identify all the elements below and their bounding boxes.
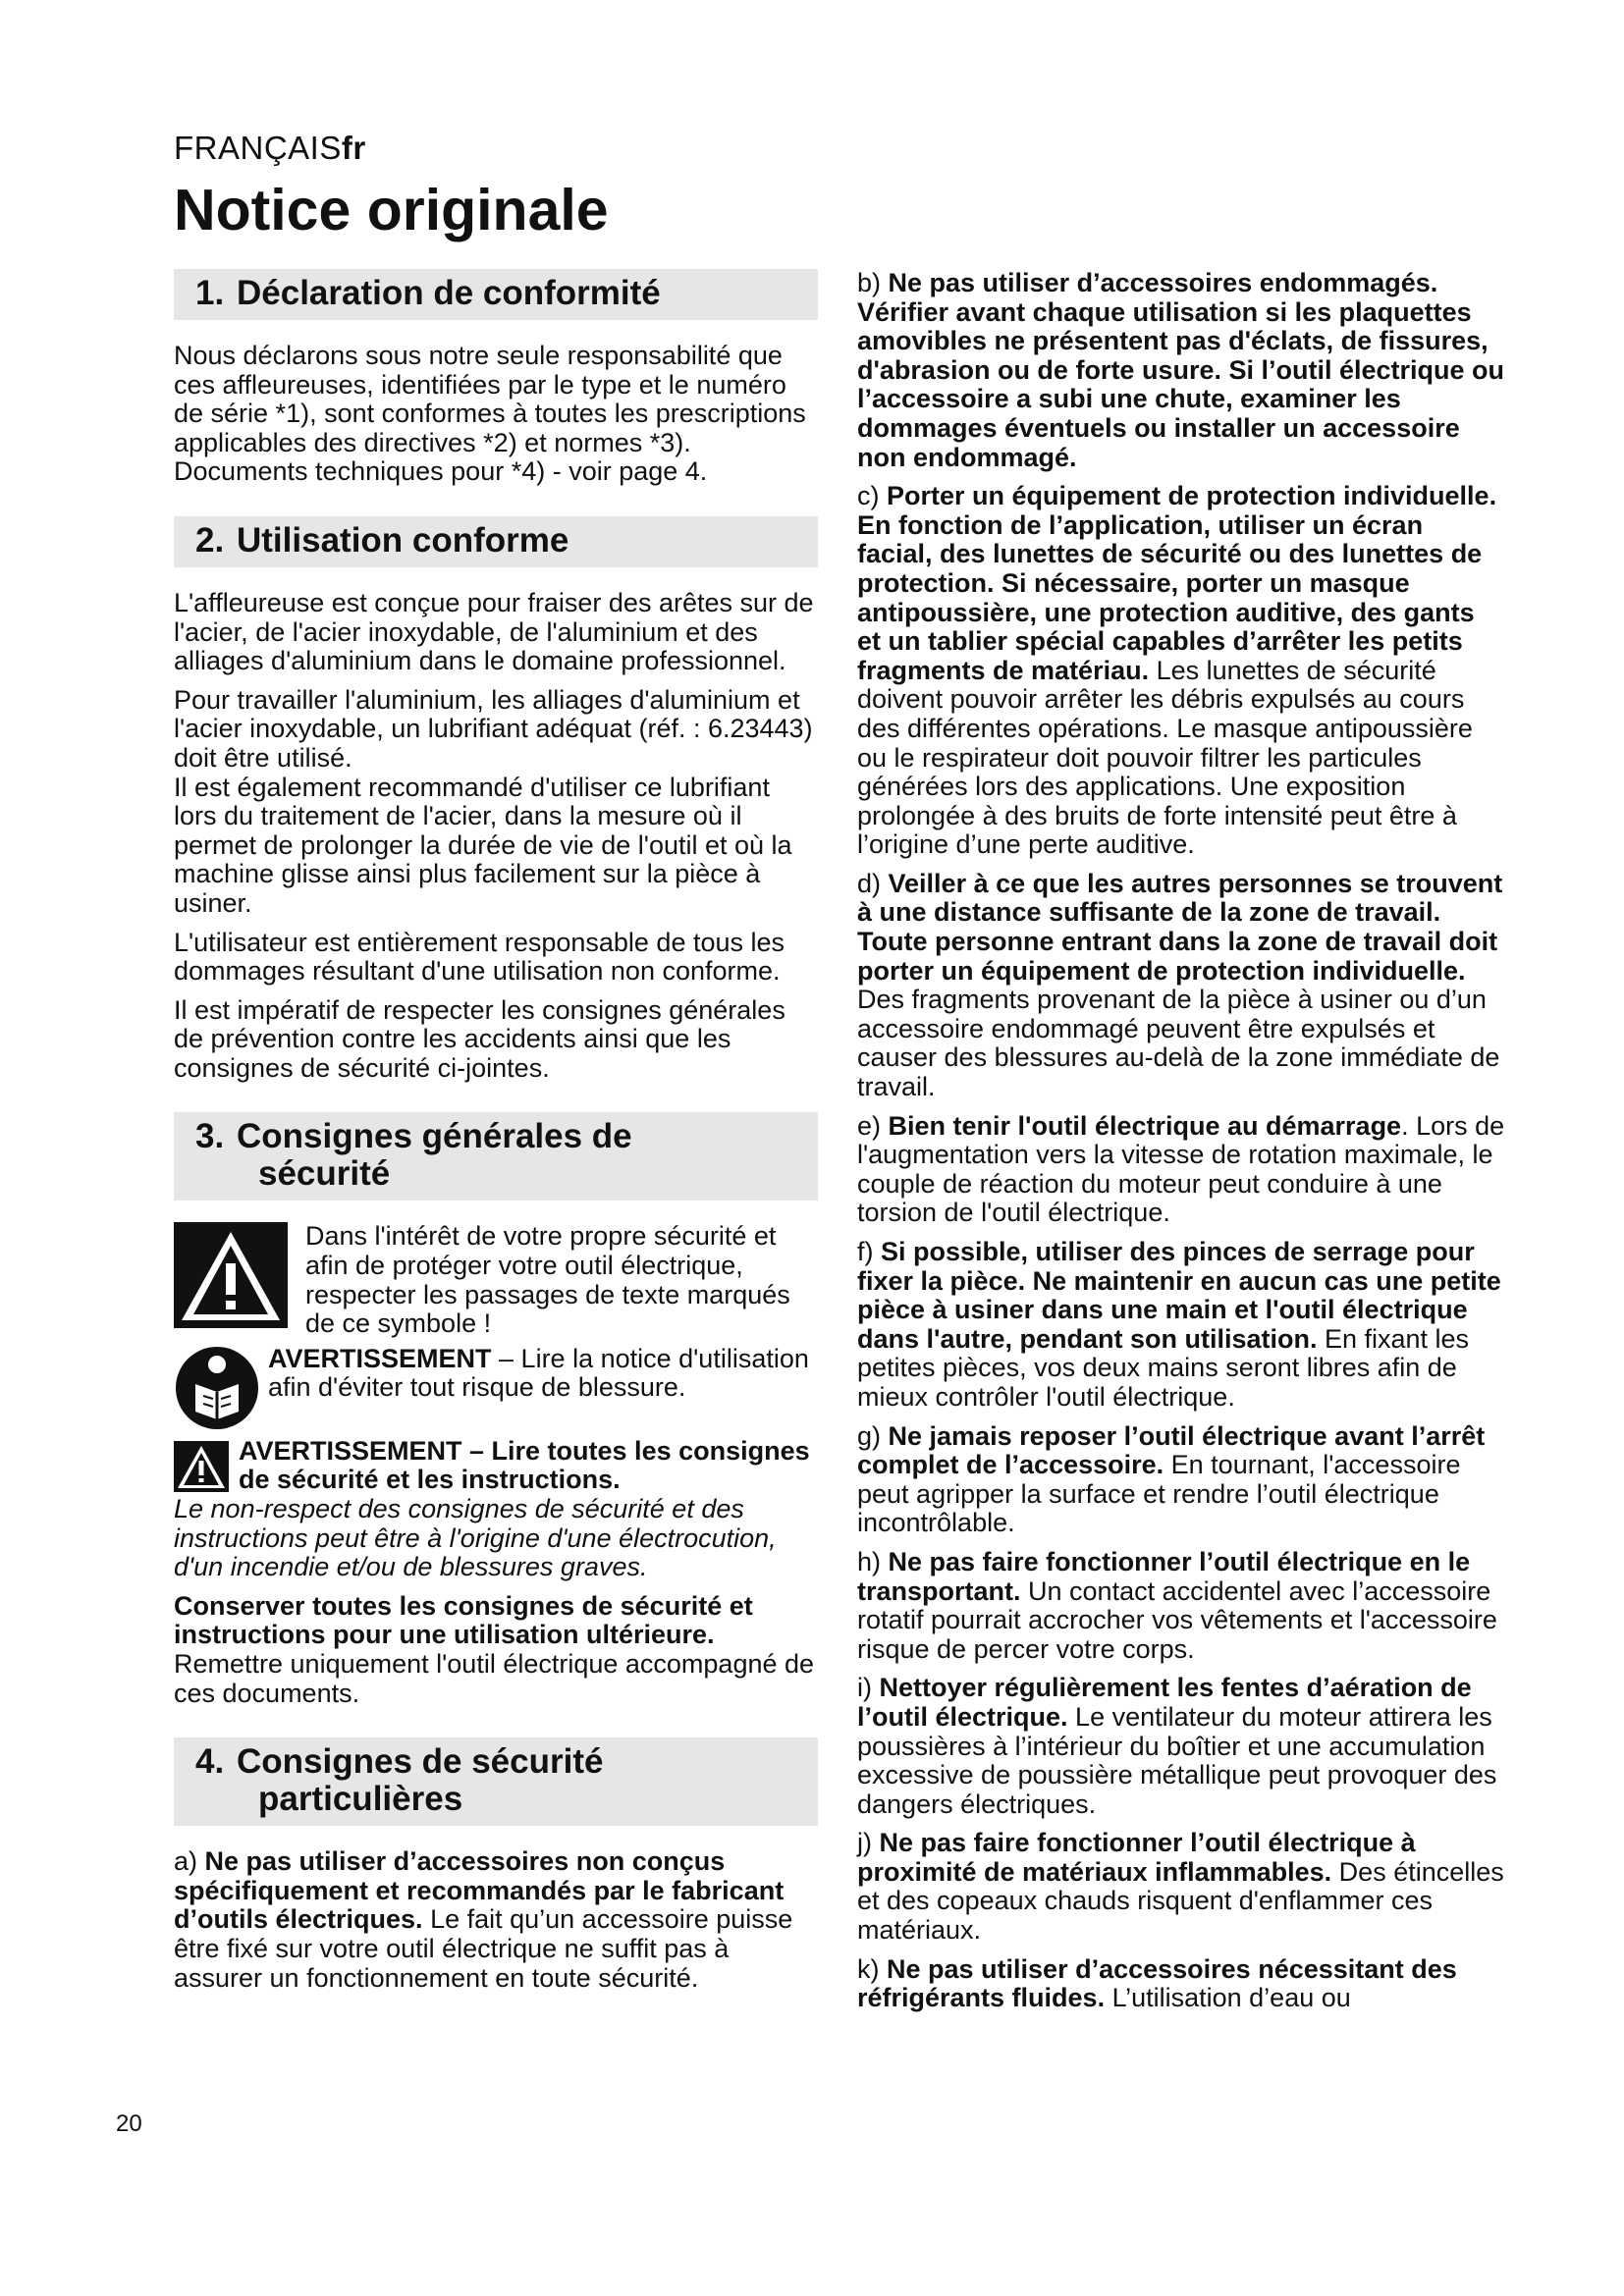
section-3-title-line-1: Consignes générales de xyxy=(237,1117,632,1156)
section-4-number: 4. xyxy=(195,1742,225,1782)
safety-item-d: d) Veiller à ce que les autres personnes se trouvent à une distance suffisante de la zone de travail. Toute personne entrant dans la zone de travail doit porter un équipement de protection individuelle. Des fragments provenant de la pièce à usiner ou d’un accessoire endommagé peuvent être expulsés et causer des blessures au-delà de la zone immédiate de travail. xyxy=(857,868,1503,1102)
section-4-title-line-1: Consignes de sécurité xyxy=(237,1742,604,1782)
section-2-number: 2. xyxy=(195,520,225,560)
safety-item-h: h) Ne pas faire fonctionner l’outil électrique en le transportant. Un contact accidentel avec l’accessoire rotatif pourrait accrocher vos vêtements et l'accessoire risque de percer votre corps. xyxy=(857,1546,1497,1664)
section-3-title-line-2: sécurité xyxy=(258,1154,391,1194)
safety-item-j: j) Ne pas faire fonctionner l’outil électrique à proximité de matériaux inflammables. Des étincelles et des copeaux chauds risquent d'enflammer ces matériaux. xyxy=(857,1828,1504,1946)
section-1-number: 1. xyxy=(195,274,225,312)
general-warning xyxy=(174,1437,818,1495)
section-2-paragraph-4: Il est impératif de respecter les consignes générales de prévention contre les accidents ainsi que les consignes de sécurité ci-jointes. xyxy=(174,994,785,1083)
safety-symbol-text: Dans l'intérêt de votre propre sécurité et afin de protéger votre outil électrique, respecter les passages de texte marqués de ce symbole ! xyxy=(305,1221,790,1339)
language-code: fr xyxy=(341,130,366,166)
right-column xyxy=(857,269,1505,2023)
section-3-number: 3. xyxy=(195,1117,225,1156)
warning-1-label: AVERTISSEMENT xyxy=(268,1343,492,1373)
warning-1-text: – Lire la notice d'utilisation afin d'éviter tout risque de blessure. xyxy=(268,1343,809,1403)
section-2-paragraph-2b: Il est également recommandé d'utiliser ce lubrifiant lors du traitement de l'acier, dans la mesure où il permet de prolonger la durée de vie de l'outil et où la machine glisse ainsi plus facilement sur la pièce à usiner. xyxy=(174,772,792,918)
section-2-title: Utilisation conforme xyxy=(237,520,569,560)
safety-item-b: b) Ne pas utiliser d’accessoires endommagés. Vérifier avant chaque utilisation si les plaquettes amovibles ne présentent pas d'éclats, de fissures, d'abrasion ou de forte usure. Si l’outil électrique ou l’accessoire a subi une chute, examiner les dommages éventuels ou installer un accessoire non endommagé. xyxy=(857,268,1505,472)
keep-instructions xyxy=(174,1592,818,1708)
safety-symbol-box xyxy=(174,1222,818,1338)
read-manual-warning xyxy=(174,1345,818,1431)
section-2-paragraph-2a: Pour travailler l'aluminium, les alliages d'aluminium et l'acier inoxydable, un lubrifiant adéquat (réf. : 6.23443) doit être utilisé. xyxy=(174,684,813,773)
warning-2-italic-text: Le non-respect des consignes de sécurité et des instructions peut être à l'origine d'une électrocution, d'un incendie et/ou de blessures graves. xyxy=(174,1494,777,1582)
safety-item-i: i) Nettoyer régulièrement les fentes d’aération de l’outil électrique. Le ventilateur du moteur attirera les poussières à l’intérieur du boîtier et une accumulation excessive de poussière métallique peut provoquer des dangers électriques. xyxy=(857,1673,1497,1819)
warning-triangle-icon xyxy=(174,1222,288,1328)
language-name: FRANÇAIS xyxy=(174,130,342,166)
left-column xyxy=(174,269,818,2002)
read-manual-icon xyxy=(174,1345,260,1431)
warning-2-label: AVERTISSEMENT – Lire toutes les consignes de sécurité et les instructions. xyxy=(239,1435,810,1495)
section-1-title: Déclaration de conformité xyxy=(237,274,661,312)
safety-item-k: k) Ne pas utiliser d’accessoires nécessitant des réfrigérants fluides. L’utilisation d’eau ou xyxy=(857,1953,1457,2013)
section-4-title-line-2: particulières xyxy=(258,1780,463,1819)
read-manual-text xyxy=(268,1345,818,1403)
section-1-text: Nous déclarons sous notre seule responsabilité que ces affleureuses, identifiées par le type et le numéro de série *1), sont conformes à toutes les prescriptions applicables des directives *2) et normes *3). Documents techniques pour *4) - voir page 4. xyxy=(174,341,806,487)
safety-item-a: a) Ne pas utiliser d’accessoires non conçus spécifiquement et recommandés par le fabricant d’outils électriques. Le fait qu’un accessoire puisse être fixé sur votre outil électrique ne suffit pas à assurer un fonctionnement en toute sécurité. xyxy=(174,1846,793,1993)
safety-item-e: e) Bien tenir l'outil électrique au démarrage. Lors de l'augmentation vers la vitesse de rotation maximale, le couple de réaction du moteur peut conduire à une torsion de l'outil électrique. xyxy=(857,1110,1505,1228)
page-title: Notice originale xyxy=(174,178,609,242)
section-2-paragraph-1: L'affleureuse est conçue pour fraiser des arêtes sur de l'acier, de l'acier inoxydable, de l'aluminium et des alliages d'aluminium dans le domaine professionnel. xyxy=(174,587,814,676)
warning-triangle-small-icon xyxy=(174,1441,229,1492)
section-4-heading xyxy=(174,1737,818,1826)
safety-item-f: f) Si possible, utiliser des pinces de serrage pour fixer la pièce. Ne maintenir en aucun cas une petite pièce à usiner dans une main et l'outil électrique dans l'autre, pendant son utilisation. En fixant les petites pièces, vos deux mains seront libres afin de mieux contrôler l'outil électrique. xyxy=(857,1237,1501,1412)
section-2-heading xyxy=(174,516,818,567)
section-3-heading xyxy=(174,1112,818,1201)
keep-instructions-bold: Conserver toutes les consignes de sécurité et instructions pour une utilisation ultérieure. xyxy=(174,1590,753,1650)
section-2-paragraph-3: L'utilisateur est entièrement responsable de tous les dommages résultant d'une utilisation non conforme. xyxy=(174,927,785,987)
keep-instructions-text: Remettre uniquement l'outil électrique accompagné de ces documents. xyxy=(174,1649,815,1708)
section-1-heading xyxy=(174,269,818,320)
page-number: 20 xyxy=(116,2110,142,2137)
language-label xyxy=(174,130,366,167)
safety-item-g: g) Ne jamais reposer l’outil électrique avant l’arrêt complet de l’accessoire. En tournant, l'accessoire peut agripper la surface et rendre l’outil électrique incontrôlable. xyxy=(857,1420,1486,1538)
safety-item-c: c) Porter un équipement de protection individuelle. En fonction de l’application, utiliser un écran facial, des lunettes de sécurité ou des lunettes de protection. Si nécessaire, porter un masque antipoussière, une protection auditive, des gants et un tablier spécial capables d’arrêter les petits fragments de matériau. Les lunettes de sécurité doivent pouvoir arrêter les débris expulsés au cours des différentes opérations. Le masque antipoussière ou le respirateur doit pouvoir filtrer les particules générées lors des applications. Une exposition prolongée à des bruits de forte intensité peut être à l’origine d’une perte auditive. xyxy=(857,481,1497,860)
